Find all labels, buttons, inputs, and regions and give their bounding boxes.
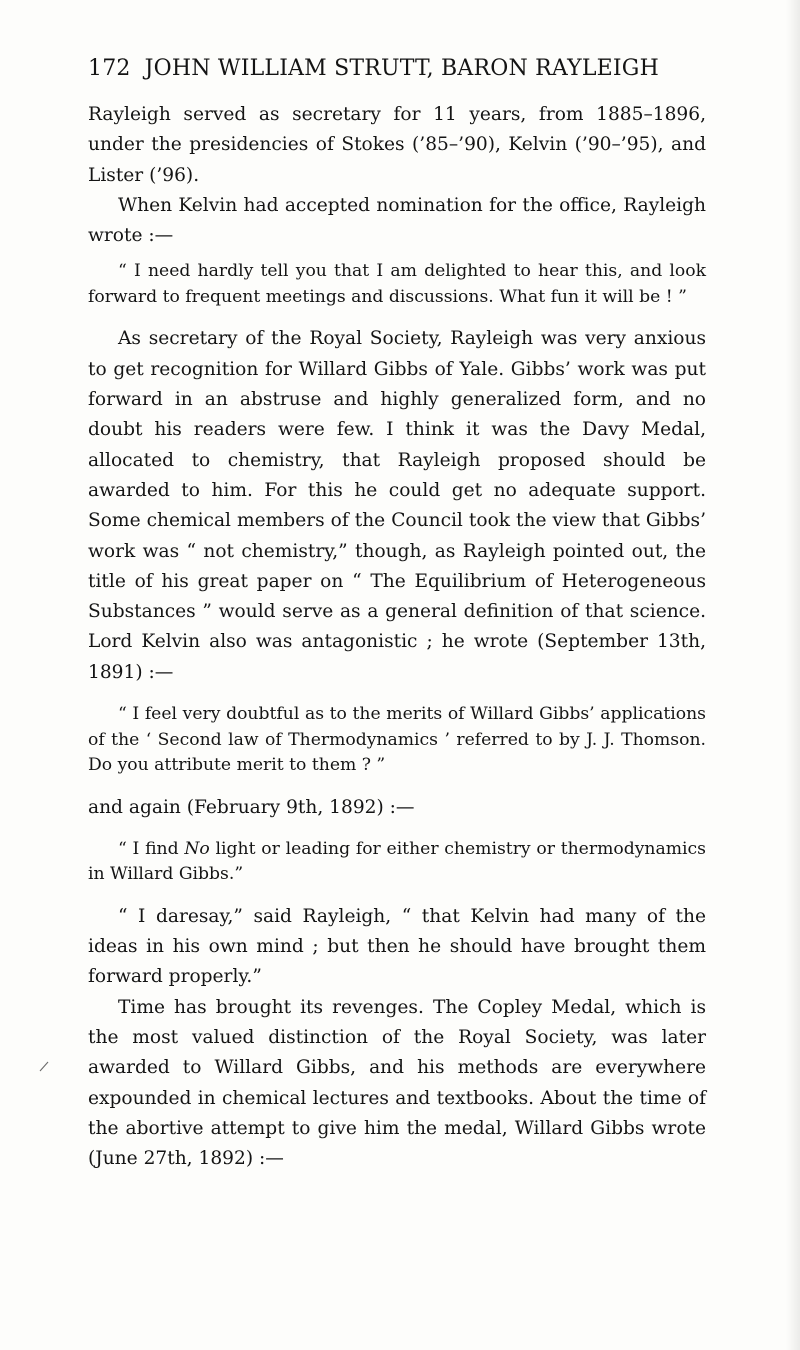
quote-kelvin-1892-end: light or leading for either chemistry or thermodynamics in Willard Gibbs.” — [88, 838, 706, 885]
running-title: JOHN WILLIAM STRUTT, BARON RAYLEIGH — [144, 56, 659, 81]
quote-kelvin-1892-start: “ I find — [118, 838, 185, 859]
running-header — [88, 54, 708, 84]
paragraph-kelvin-nomination: When Kelvin had accepted nomination for the office, Rayleigh wrote :— — [88, 194, 706, 247]
paragraph-rayleigh-daresay: “ I daresay,” said Rayleigh, “ that Kelvin had many of the ideas in his own mind ; but then he should have brought them forward properly.” — [88, 905, 706, 988]
paragraph-copley-medal: Time has brought its revenges. The Copley Medal, which is the most valued distinction of the Royal Society, was later awarded to Willard Gibbs, and his methods are everywhere expounded in chemical lectures and textbooks. About the time of the abortive attempt to give him the medal, Willard Gibbs wrote (June 27th, 1892) :— — [88, 996, 706, 1170]
paragraph-and-again: and again (February 9th, 1892) :— — [88, 796, 415, 818]
page-number: 172 — [88, 56, 131, 81]
pencil-tick-mark — [38, 1060, 50, 1072]
emphasis-no: No — [184, 838, 210, 859]
body-text — [88, 100, 706, 1175]
paragraph-willard-gibbs: As secretary of the Royal Society, Rayleigh was very anxious to get recognition for Willard Gibbs of Yale. Gibbs’ work was put forward in an abstruse and highly generalized form, and no doubt his readers were few. I think it was the Davy Medal, allocated to chemistry, that Rayleigh proposed should be awarded to him. For this he could get no adequate support. Some chemical members of the Council took the view that Gibbs’ work was “ not chemistry,” though, as Rayleigh pointed out, the title of his great paper on “ The Equilibrium of Heterogeneous Substances ” would serve as a general definition of that science. Lord Kelvin also was antagonistic ; he wrote (September 13th, 1891) :— — [88, 328, 706, 683]
quote-rayleigh-to-kelvin: “ I need hardly tell you that I am delighted to hear this, and look forward to frequent meetings and discussions. What fun it will be ! ” — [88, 261, 706, 307]
page-edge-shadow — [786, 0, 800, 1350]
quote-kelvin-1891: “ I feel very doubtful as to the merits of Willard Gibbs’ applications of the ‘ Second law of Thermodynamics ’ referred to by J. J. Thomson. Do you attribute merit to them ? ” — [88, 704, 706, 776]
paragraph-secretary-years: Rayleigh served as secretary for 11 years, from 1885–1896, under the presidencies of Stokes (’85–’90), Kelvin (’90–’95), and Lister (’96). — [88, 104, 706, 186]
quote-kelvin-1892 — [88, 837, 706, 888]
